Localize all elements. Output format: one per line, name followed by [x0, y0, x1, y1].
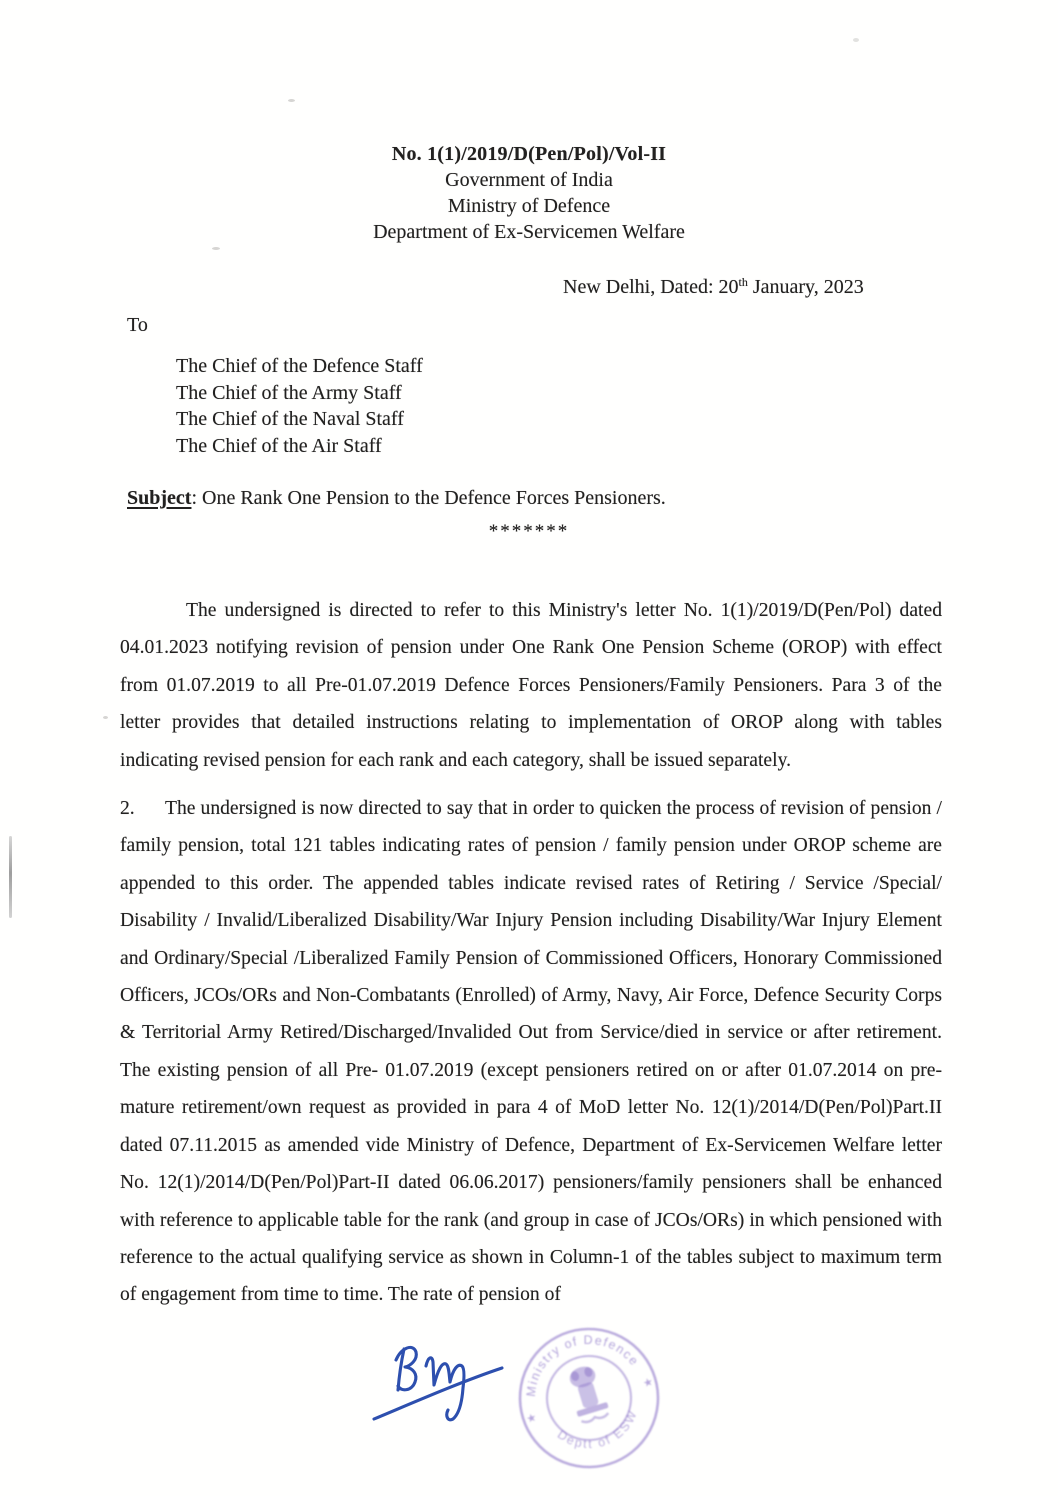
subject-text: : One Rank One Pension to the Defence Forces Pensioners.: [191, 487, 666, 509]
subject-label: Subject: [127, 487, 192, 509]
scan-speck: [103, 716, 108, 719]
date-line: [563, 276, 864, 299]
ministry-stamp: [503, 1312, 675, 1484]
addressee-line: The Chief of the Air Staff: [176, 434, 382, 457]
scan-artifact-line: [9, 836, 12, 918]
scan-speck: [288, 99, 295, 102]
paragraph-2: [120, 790, 942, 1314]
org-line-government: Government of India: [445, 169, 613, 191]
stamp-bottom-text-curve: [552, 1404, 647, 1462]
stamp-star-left-icon: ★: [525, 1411, 539, 1426]
addressee-list: [176, 353, 423, 459]
paragraph-1: The undersigned is directed to refer to this Ministry's letter No. 1(1)/2019/D(Pen/Pol) dated 04.01.2023 notifying revision of pension under One Rank One Pension Scheme (OROP) with effect from 01.07.2019 to all Pre-01.07.2019 Defence Forces Pensioners/Family Pensioners. Para 3 of the letter provides that detailed instructions relating to implementation of OROP along with tables indicating revised pension for each rank and each category, shall be issued separately.: [120, 600, 942, 771]
paragraph-2-text: The undersigned is now directed to say that in order to quicken the process of revision of pension / family pension, total 121 tables indicating rates of pension / family pension under OROP scheme are appended to this order. The appended tables indicate revised rates of Retiring / Service /Special/ Disability / Invalid/Liberalized Disability/War Injury Pension including Disability/War Injury Element and Ordinary/Special /Liberalized Family Pension of Commissioned Officers, Honorary Commissioned Officers, JCOs/ORs and Non-Combatants (Enrolled) of Army, Navy, Air Force, Defence Security Corps & Territorial Army Retired/Discharged/Invalided Out from Service/died in service or after retirement. The existing pension of all Pre- 01.07.2019 (except pensioners retired on or after 01.07.2014 on pre-mature retirement/own request as provided in para 4 of MoD letter No. 12(1)/2014/D(Pen/Pol)Part.II dated 07.11.2015 as amended vide Ministry of Defence, Department of Ex-Servicemen Welfare letter No. 12(1)/2014/D(Pen/Pol)Part-II dated 06.06.2017) pensioners/family pensioners shall be enhanced with reference to applicable table for the rank (and group in case of JCOs/ORs) in which pensioned with reference to the actual qualifying service as shown in Column-1 of the tables subject to maximum term of engagement from time to time. The rate of pension of: [120, 798, 942, 1306]
addressee-line: The Chief of the Army Staff: [176, 381, 402, 404]
letterhead: [0, 141, 1058, 245]
paragraph-2-number: 2.: [120, 798, 135, 820]
scan-speck: [853, 38, 859, 42]
ashoka-emblem-icon: [564, 1363, 611, 1424]
reference-number: No. 1(1)/2019/D(Pen/Pol)/Vol-II: [391, 143, 667, 165]
signature-drawing: [368, 1330, 513, 1435]
scan-speck: [212, 247, 220, 250]
addressee-line: The Chief of the Defence Staff: [176, 355, 423, 377]
org-line-ministry: Ministry of Defence: [447, 195, 611, 217]
stamp-top-text: Ministry of Defence: [523, 1332, 642, 1398]
asterisk-separator: *******: [488, 521, 570, 542]
signature-initial-b: [396, 1347, 416, 1390]
signature-ink: [368, 1330, 513, 1435]
subject-line: [127, 487, 957, 510]
stamp-bottom-text: Deptt of ESW: [554, 1407, 641, 1452]
letter-body: [120, 592, 942, 1325]
stamp-star-right-icon: ★: [641, 1375, 655, 1391]
date-suffix: January, 2023: [747, 276, 864, 298]
org-line-department: Department of Ex-Servicemen Welfare: [373, 221, 685, 243]
stamp-drawing: [503, 1312, 675, 1484]
date-ordinal-superscript: th: [738, 275, 748, 289]
salutation: To: [127, 314, 148, 336]
addressee-line: The Chief of the Naval Staff: [176, 408, 404, 430]
date-prefix: New Delhi, Dated: 20: [563, 276, 739, 298]
